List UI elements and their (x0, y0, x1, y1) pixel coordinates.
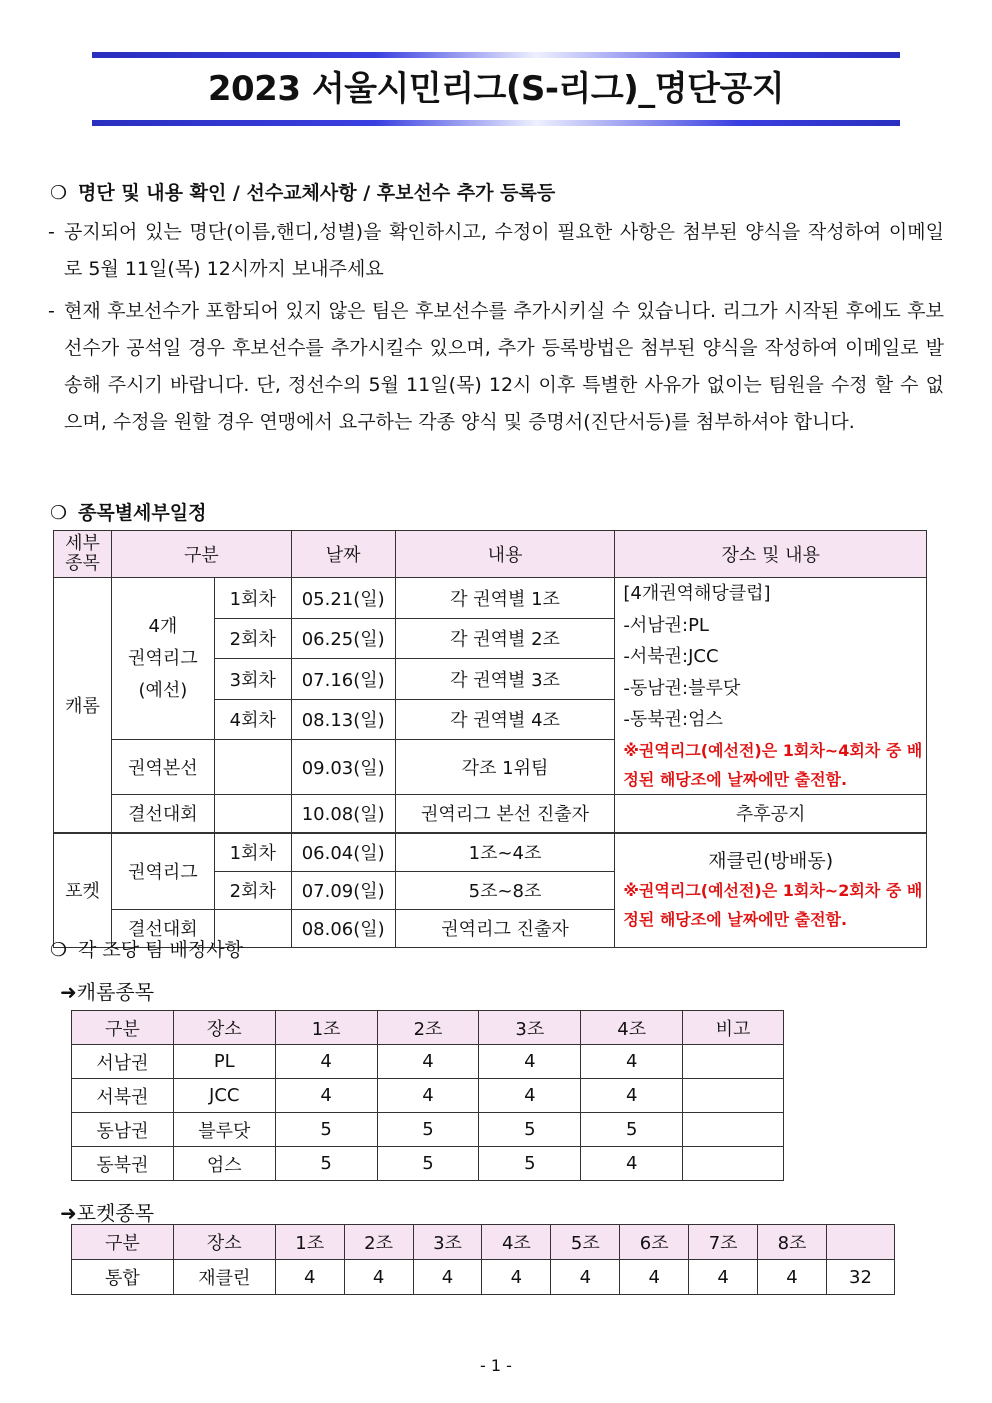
pocket-place: 재클린(방배동) (708, 850, 834, 872)
notice-item-2-text: 현재 후보선수가 포함되어 있지 않은 팀은 후보선수를 추가시키실 수 있습니다. 리그가 시작된 후에도 후보선수가 공석일 경우 후보선수를 추가시킬수 있으며, 추가 등록방법은 첨부된 양식을 작성하여 이메일로 발송해 주시기 바랍니다. 단, 정선수의 5월 11일(목) 12시 이후 특별한 사유가 없이는 팀원을 수정 할 수 없으며, 수정을 원할 경우 연맹에서 요구하는 각종 양식 및 증명서(진단서등)를 첨부하셔야 합니다. (64, 300, 944, 433)
pocket-col-header: 장소 (173, 1225, 275, 1260)
table-cell: 32 (826, 1260, 894, 1295)
carom-group: 4개 권역리그 (예선) (111, 578, 214, 740)
carom-date: 08.13(일) (291, 699, 395, 740)
carom-place-line: [4개권역해당클럽] (623, 583, 771, 604)
section1-heading (50, 180, 555, 206)
carom-place-line: -동북권:엄스 (623, 709, 723, 730)
carom-place-cell (615, 578, 927, 795)
notice-item-2: - 현재 후보선수가 포함되어 있지 않은 팀은 후보선수를 추가시키실 수 있습니다. 리그가 시작된 후에도 후보선수가 공석일 경우 후보선수를 추가시킬수 있으며, 추가 등록방법은 첨부된 양식을 작성하여 이메일로 발송해 주시기 바랍니다. 단, 정선수의 5월 11일(목) 12시 이후 특별한 사유가 없이는 팀원을 수정 할 수 없으며, 수정을 원할 경우 연맹에서 요구하는 각종 양식 및 증명서(진단서등)를 첨부하셔야 합니다. (48, 293, 944, 441)
pocket-date: 07.09(일) (291, 871, 395, 909)
table-cell: 4 (377, 1045, 479, 1079)
section3-heading (50, 937, 243, 963)
table-cell: 4 (344, 1260, 413, 1295)
table-cell: PL (173, 1045, 275, 1079)
header-category: 구분 (111, 531, 291, 578)
carom-final-content: 권역리그 본선 진출자 (395, 794, 615, 833)
pocket-col-header: 7조 (689, 1225, 758, 1260)
pocket-col-header (826, 1225, 894, 1260)
table-cell: 재클린 (173, 1260, 275, 1295)
pocket-col-header: 6조 (620, 1225, 689, 1260)
table-cell (683, 1113, 784, 1147)
pocket-note: ※권역리그(예선전)은 1회차~2회차 중 배정된 해당조에 날짜에만 출전함. (623, 881, 923, 929)
carom-col-header: 4조 (581, 1011, 683, 1045)
table-cell: 4 (581, 1045, 683, 1079)
carom-round: 3회차 (214, 659, 291, 700)
table-cell (683, 1045, 784, 1079)
carom-place-line: -동남권:블루닷 (623, 677, 741, 699)
circle-bullet-icon: ❍ (50, 502, 68, 524)
table-cell: 5 (275, 1113, 377, 1147)
table-cell: 5 (377, 1147, 479, 1181)
carom-place-line: -서남권:PL (623, 614, 709, 636)
carom-col-header: 구분 (72, 1011, 174, 1045)
notice-item-1: - 공지되어 있는 명단(이름,핸디,성별)을 확인하시고, 수정이 필요한 사항은 첨부된 양식을 작성하여 이메일로 5월 11일(목) 12시까지 보내주세요 (48, 214, 944, 288)
carom-date: 07.16(일) (291, 659, 395, 700)
carom-col-header: 1조 (275, 1011, 377, 1045)
table-cell: 4 (479, 1045, 581, 1079)
schedule-table (53, 530, 927, 948)
pocket-col-header: 1조 (275, 1225, 344, 1260)
carom-main-label: 권역본선 (111, 740, 214, 794)
carom-col-header: 비고 (683, 1011, 784, 1045)
table-cell: 4 (581, 1079, 683, 1113)
header-event: 세부 종목 (54, 531, 112, 578)
notice-item-1-text: 공지되어 있는 명단(이름,핸디,성별)을 확인하시고, 수정이 필요한 사항은 첨부된 양식을 작성하여 이메일로 5월 11일(목) 12시까지 보내주세요 (64, 221, 944, 280)
table-cell: 4 (377, 1079, 479, 1113)
carom-col-header: 2조 (377, 1011, 479, 1045)
table-row (72, 1079, 784, 1113)
table-cell: 4 (620, 1260, 689, 1295)
header-place: 장소 및 내용 (615, 531, 927, 578)
header-date: 날짜 (291, 531, 395, 578)
carom-note: ※권역리그(예선전)은 1회차~4회차 중 배정된 해당조에 날짜에만 출전함. (623, 740, 923, 789)
table-cell: 블루닷 (173, 1113, 275, 1147)
page-title: 2023 서울시민리그(S-리그)_명단공지 (207, 69, 785, 109)
table-cell: 동북권 (72, 1147, 174, 1181)
table-cell: 동남권 (72, 1113, 174, 1147)
pocket-assignment-table (71, 1224, 895, 1295)
carom-round: 2회차 (214, 618, 291, 659)
carom-col-header: 장소 (173, 1011, 275, 1045)
table-cell: 4 (758, 1260, 827, 1295)
pocket-place-cell (615, 833, 927, 948)
pocket-round: 2회차 (214, 871, 291, 909)
pocket-col-header: 2조 (344, 1225, 413, 1260)
pocket-content: 1조~4조 (395, 833, 615, 872)
pocket-round: 1회차 (214, 833, 291, 872)
carom-date: 06.25(일) (291, 618, 395, 659)
pocket-col-header: 구분 (72, 1225, 174, 1260)
carom-round: 1회차 (214, 578, 291, 619)
table-cell: 4 (581, 1147, 683, 1181)
pocket-final-content: 권역리그 진출자 (395, 909, 615, 947)
table-cell: 4 (275, 1079, 377, 1113)
pocket-col-header: 4조 (482, 1225, 551, 1260)
title-banner (92, 52, 900, 126)
carom-assignment-table (71, 1010, 784, 1181)
table-cell: 4 (275, 1045, 377, 1079)
table-cell: 통합 (72, 1260, 174, 1295)
pocket-date: 06.04(일) (291, 833, 395, 872)
table-cell: 5 (275, 1147, 377, 1181)
carom-label: 캐롬 (54, 578, 112, 833)
header-content: 내용 (395, 531, 615, 578)
table-cell: 5 (581, 1113, 683, 1147)
carom-final-place: 추후공지 (615, 794, 927, 833)
table-cell: 서남권 (72, 1045, 174, 1079)
carom-content: 각 권역별 1조 (395, 578, 615, 619)
table-cell: 5 (479, 1113, 581, 1147)
carom-subtitle: ➜캐롬종목 (60, 980, 155, 1004)
table-cell: 엄스 (173, 1147, 275, 1181)
circle-bullet-icon: ❍ (50, 182, 68, 204)
section1-heading-text: 명단 및 내용 확인 / 선수교체사항 / 후보선수 추가 등록등 (78, 182, 556, 204)
pocket-col-header: 8조 (758, 1225, 827, 1260)
table-cell: 4 (479, 1079, 581, 1113)
title-top-bar (92, 52, 900, 58)
table-cell: 4 (413, 1260, 482, 1295)
table-cell: 4 (482, 1260, 551, 1295)
table-row (72, 1045, 784, 1079)
table-cell: 5 (377, 1113, 479, 1147)
pocket-content: 5조~8조 (395, 871, 615, 909)
table-cell: 4 (275, 1260, 344, 1295)
carom-main-content: 각조 1위팀 (395, 740, 615, 794)
circle-bullet-icon: ❍ (50, 939, 68, 961)
pocket-label: 포켓 (54, 833, 112, 948)
carom-final-date: 10.08(일) (291, 794, 395, 833)
pocket-col-header: 5조 (551, 1225, 620, 1260)
table-cell (683, 1147, 784, 1181)
table-row (72, 1147, 784, 1181)
table-cell: JCC (173, 1079, 275, 1113)
page-number: - 1 - (480, 1356, 512, 1375)
carom-round: 4회차 (214, 699, 291, 740)
carom-main-date: 09.03(일) (291, 740, 395, 794)
carom-date: 05.21(일) (291, 578, 395, 619)
table-cell: 4 (551, 1260, 620, 1295)
table-cell: 5 (479, 1147, 581, 1181)
section3-heading-text: 각 조당 팀 배정사항 (78, 939, 243, 961)
carom-place-line: -서북권:JCC (623, 646, 719, 667)
section2-heading (50, 500, 206, 526)
carom-content: 각 권역별 4조 (395, 699, 615, 740)
carom-content: 각 권역별 2조 (395, 618, 615, 659)
table-cell (683, 1079, 784, 1113)
carom-col-header: 3조 (479, 1011, 581, 1045)
pocket-col-header: 3조 (413, 1225, 482, 1260)
table-cell: 서북권 (72, 1079, 174, 1113)
pocket-final-label: 결선대회 (111, 909, 214, 947)
table-cell: 4 (689, 1260, 758, 1295)
carom-content: 각 권역별 3조 (395, 659, 615, 700)
carom-final-label: 결선대회 (111, 794, 214, 833)
table-row (72, 1260, 895, 1295)
pocket-group: 권역리그 (111, 833, 214, 910)
pocket-subtitle: ➜포켓종목 (60, 1201, 155, 1225)
title-bottom-bar (92, 120, 900, 126)
pocket-final-date: 08.06(일) (291, 909, 395, 947)
table-row (72, 1113, 784, 1147)
section2-heading-text: 종목별세부일정 (78, 502, 207, 524)
